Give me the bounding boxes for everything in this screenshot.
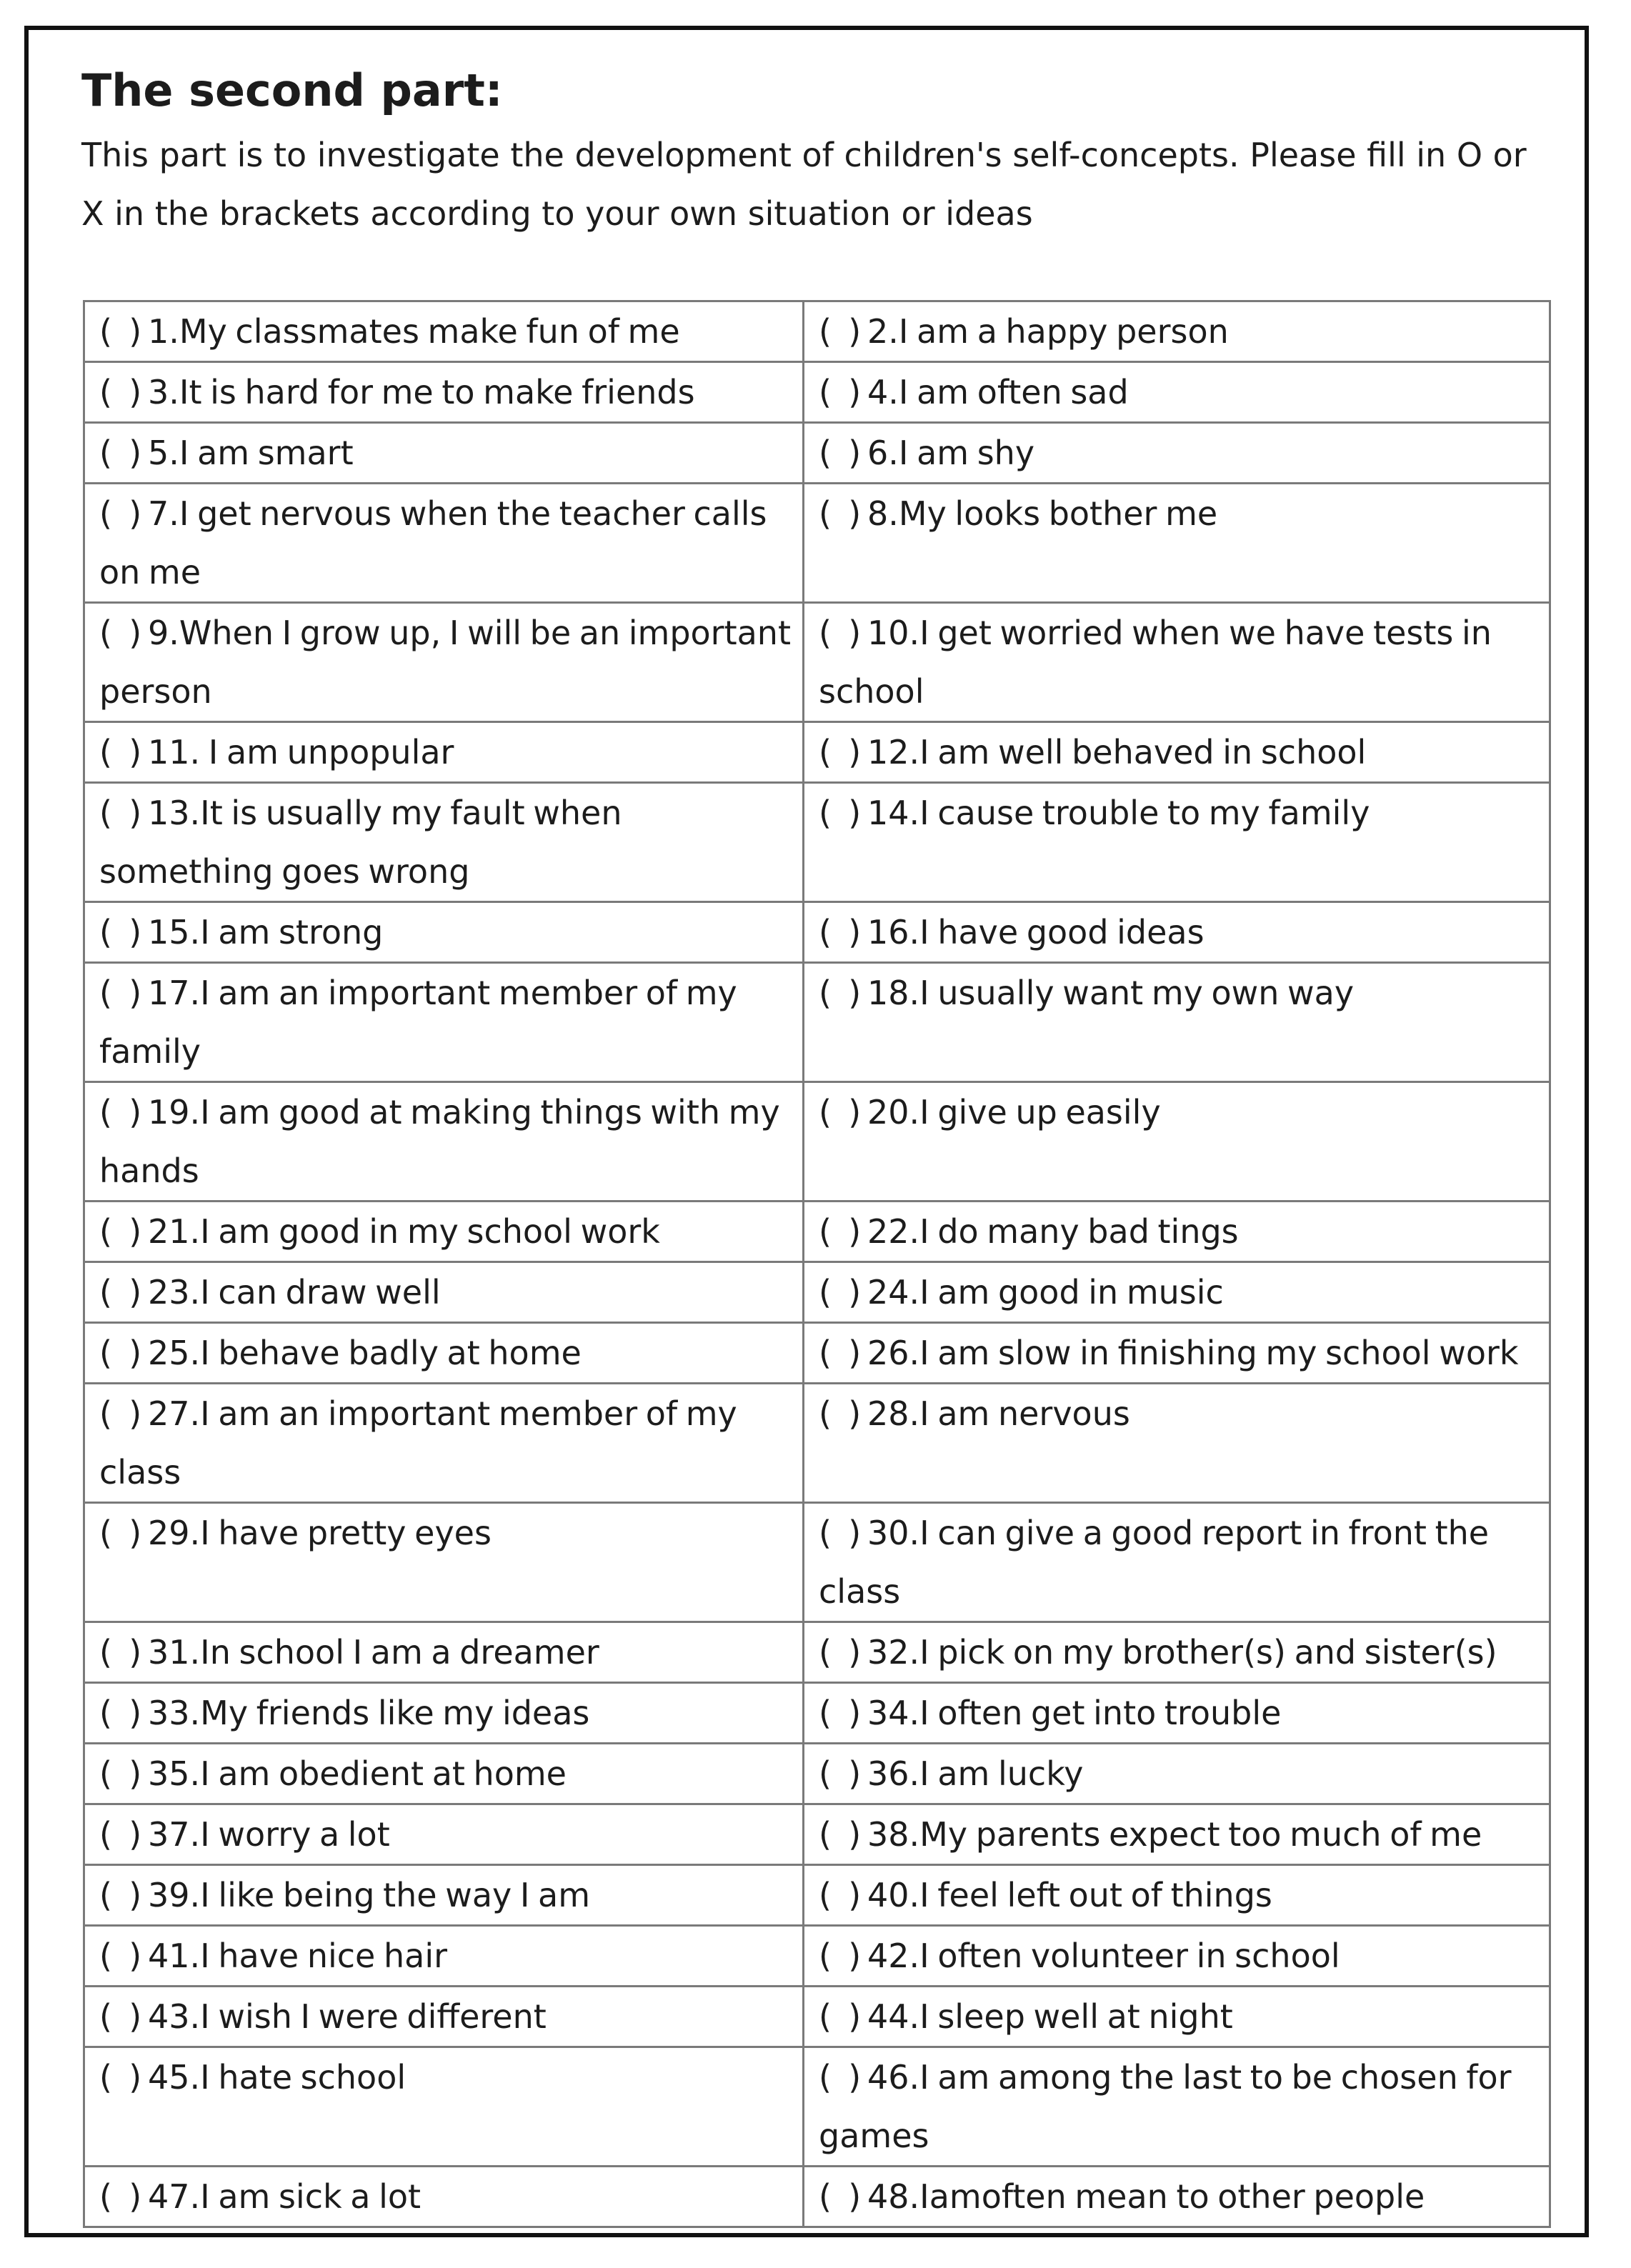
question-cell[interactable]: [84, 1926, 804, 1987]
question-text: 37.I worry a lot: [148, 1815, 390, 1854]
question-cell[interactable]: [804, 484, 1550, 603]
answer-bracket[interactable]: ( ): [99, 794, 142, 832]
question-text: 4.I am often sad: [867, 373, 1129, 411]
question-cell[interactable]: [84, 1503, 804, 1622]
table-row: [84, 1926, 1550, 1987]
question-text: 28.I am nervous: [867, 1394, 1130, 1433]
question-text: 9.When I grow up, I will be an important person: [99, 614, 791, 711]
question-text: 11. I am unpopular: [148, 733, 454, 771]
question-cell[interactable]: [804, 1384, 1550, 1503]
table-row: [84, 301, 1550, 362]
question-cell[interactable]: [804, 2167, 1550, 2227]
question-text: 40.I feel left out of things: [867, 1876, 1272, 1914]
question-cell[interactable]: [804, 722, 1550, 783]
answer-bracket[interactable]: ( ): [99, 312, 142, 351]
question-text: 16.I have good ideas: [867, 913, 1204, 951]
answer-bracket[interactable]: ( ): [819, 434, 862, 472]
question-text: 20.I give up easily: [867, 1093, 1161, 1131]
answer-bracket[interactable]: ( ): [99, 1273, 142, 1312]
question-text: 1.My classmates make fun of me: [148, 312, 680, 351]
question-cell[interactable]: [84, 1987, 804, 2047]
question-text: 15.I am strong: [148, 913, 384, 951]
question-text: 19.I am good at making things with my hands: [99, 1093, 780, 1190]
answer-bracket[interactable]: ( ): [819, 1694, 862, 1732]
question-text: 47.I am sick a lot: [148, 2177, 422, 2216]
question-text: 2.I am a happy person: [867, 312, 1229, 351]
question-text: 36.I am lucky: [867, 1754, 1084, 1793]
question-cell[interactable]: [804, 1503, 1550, 1622]
answer-bracket[interactable]: ( ): [819, 1997, 862, 2036]
table-row: [84, 963, 1550, 1082]
question-text: 6.I am shy: [867, 434, 1035, 472]
question-cell[interactable]: [84, 1202, 804, 1262]
question-cell[interactable]: [84, 1323, 804, 1384]
question-cell[interactable]: [84, 1622, 804, 1683]
answer-bracket[interactable]: ( ): [99, 1334, 142, 1372]
question-cell[interactable]: [804, 362, 1550, 423]
table-row: [84, 1804, 1550, 1865]
question-cell[interactable]: [804, 423, 1550, 484]
answer-bracket[interactable]: ( ): [819, 1394, 862, 1433]
answer-bracket[interactable]: ( ): [99, 494, 142, 533]
answer-bracket[interactable]: ( ): [99, 1815, 142, 1854]
table-row: [84, 902, 1550, 963]
table-row: [84, 783, 1550, 902]
answer-bracket[interactable]: ( ): [99, 1212, 142, 1251]
question-text: 31.In school I am a dreamer: [148, 1633, 599, 1672]
question-text: 14.I cause trouble to my family: [867, 794, 1370, 832]
question-text: 23.I can draw well: [148, 1273, 441, 1312]
question-cell[interactable]: [804, 1804, 1550, 1865]
answer-bracket[interactable]: ( ): [99, 434, 142, 472]
question-text: 33.My friends like my ideas: [148, 1694, 590, 1732]
question-text: 24.I am good in music: [867, 1273, 1224, 1312]
question-cell[interactable]: [84, 423, 804, 484]
question-text: 8.My looks bother me: [867, 494, 1218, 533]
question-cell[interactable]: [84, 1865, 804, 1926]
answer-bracket[interactable]: ( ): [99, 614, 142, 652]
question-text: 30.I can give a good report in front the class: [819, 1514, 1490, 1611]
answer-bracket[interactable]: ( ): [99, 373, 142, 411]
answer-bracket[interactable]: ( ): [99, 913, 142, 951]
question-text: 44.I sleep well at night: [867, 1997, 1233, 2036]
question-text: 29.I have pretty eyes: [148, 1514, 492, 1552]
question-text: 21.I am good in my school work: [148, 1212, 660, 1251]
question-cell[interactable]: [804, 2047, 1550, 2167]
question-cell[interactable]: [84, 484, 804, 603]
answer-bracket[interactable]: ( ): [99, 1876, 142, 1914]
question-cell[interactable]: [84, 902, 804, 963]
table-row: [84, 362, 1550, 423]
answer-bracket[interactable]: ( ): [99, 2177, 142, 2216]
answer-bracket[interactable]: ( ): [99, 1633, 142, 1672]
question-text: 45.I hate school: [148, 2058, 406, 2097]
question-text: 25.I behave badly at home: [148, 1334, 582, 1372]
table-row: [84, 1744, 1550, 1804]
question-cell[interactable]: [804, 1744, 1550, 1804]
question-cell[interactable]: [84, 1804, 804, 1865]
answer-bracket[interactable]: ( ): [99, 1093, 142, 1131]
question-cell[interactable]: [804, 1202, 1550, 1262]
answer-bracket[interactable]: ( ): [99, 1694, 142, 1732]
question-cell[interactable]: [804, 301, 1550, 362]
question-cell[interactable]: [84, 301, 804, 362]
question-text: 3.It is hard for me to make friends: [148, 373, 695, 411]
question-text: 22.I do many bad tings: [867, 1212, 1239, 1251]
answer-bracket[interactable]: ( ): [99, 2058, 142, 2097]
answer-bracket[interactable]: ( ): [819, 733, 862, 771]
question-text: 12.I am well behaved in school: [867, 733, 1367, 771]
question-cell[interactable]: [84, 963, 804, 1082]
question-text: 10.I get worried when we have tests in school: [819, 614, 1492, 711]
table-row: [84, 1323, 1550, 1384]
question-cell[interactable]: [804, 1082, 1550, 1202]
answer-bracket[interactable]: ( ): [99, 733, 142, 771]
question-cell[interactable]: [804, 902, 1550, 963]
answer-bracket[interactable]: ( ): [99, 1514, 142, 1552]
question-cell[interactable]: [804, 1622, 1550, 1683]
table-row: [84, 1987, 1550, 2047]
question-cell[interactable]: [804, 783, 1550, 902]
table-row: [84, 1622, 1550, 1683]
question-text: 48.Iamoften mean to other people: [867, 2177, 1425, 2216]
answer-bracket[interactable]: ( ): [819, 1212, 862, 1251]
answer-bracket[interactable]: ( ): [819, 1334, 862, 1372]
answer-bracket[interactable]: ( ): [819, 2058, 862, 2097]
question-cell[interactable]: [804, 1926, 1550, 1987]
question-cell[interactable]: [84, 1082, 804, 1202]
question-cell[interactable]: [804, 1323, 1550, 1384]
question-text: 34.I often get into trouble: [867, 1694, 1282, 1732]
question-text: 18.I usually want my own way: [867, 974, 1355, 1012]
answer-bracket[interactable]: ( ): [819, 1273, 862, 1312]
answer-bracket[interactable]: ( ): [99, 1754, 142, 1793]
answer-bracket[interactable]: ( ): [819, 1633, 862, 1672]
table-row: [84, 1202, 1550, 1262]
table-row: [84, 1865, 1550, 1926]
question-cell[interactable]: [84, 783, 804, 902]
table-row: [84, 2167, 1550, 2227]
question-text: 32.I pick on my brother(s) and sister(s): [867, 1633, 1497, 1672]
question-cell[interactable]: [804, 1683, 1550, 1744]
question-cell[interactable]: [84, 1262, 804, 1323]
table-row: [84, 1384, 1550, 1503]
answer-bracket[interactable]: ( ): [819, 1937, 862, 1975]
questionnaire-table: [83, 300, 1551, 2228]
answer-bracket[interactable]: ( ): [819, 794, 862, 832]
answer-bracket[interactable]: ( ): [819, 1514, 862, 1552]
question-cell[interactable]: [84, 1744, 804, 1804]
question-cell[interactable]: [84, 2167, 804, 2227]
question-text: 17.I am an important member of my family: [99, 974, 737, 1071]
question-cell[interactable]: [84, 362, 804, 423]
question-cell[interactable]: [84, 603, 804, 722]
answer-bracket[interactable]: ( ): [99, 1997, 142, 2036]
question-cell[interactable]: [84, 2047, 804, 2167]
table-row: [84, 1082, 1550, 1202]
section-intro: This part is to investigate the development of children's self-concepts. Please fill in O or X in the brackets according to your own situation or ideas: [81, 136, 1527, 233]
table-row: [84, 1683, 1550, 1744]
answer-bracket[interactable]: ( ): [99, 974, 142, 1012]
answer-bracket[interactable]: ( ): [99, 1394, 142, 1433]
answer-bracket[interactable]: ( ): [819, 1876, 862, 1914]
question-text: 26.I am slow in finishing my school work: [867, 1334, 1519, 1372]
answer-bracket[interactable]: ( ): [819, 1815, 862, 1854]
question-cell[interactable]: [84, 1384, 804, 1503]
question-text: 43.I wish I were different: [148, 1997, 547, 2036]
question-cell[interactable]: [804, 1987, 1550, 2047]
answer-bracket[interactable]: ( ): [819, 614, 862, 652]
question-text: 27.I am an important member of my class: [99, 1394, 737, 1492]
table-row: [84, 423, 1550, 484]
answer-bracket[interactable]: ( ): [819, 1754, 862, 1793]
question-text: 42.I often volunteer in school: [867, 1937, 1340, 1975]
question-cell[interactable]: [84, 1683, 804, 1744]
question-cell[interactable]: [804, 963, 1550, 1082]
answer-bracket[interactable]: ( ): [99, 1937, 142, 1975]
answer-bracket[interactable]: ( ): [819, 913, 862, 951]
question-cell[interactable]: [804, 1262, 1550, 1323]
question-text: 7.I get nervous when the teacher calls on me: [99, 494, 767, 591]
answer-bracket[interactable]: ( ): [819, 494, 862, 533]
answer-bracket[interactable]: ( ): [819, 974, 862, 1012]
question-text: 41.I have nice hair: [148, 1937, 448, 1975]
table-row: [84, 603, 1550, 722]
answer-bracket[interactable]: ( ): [819, 2177, 862, 2216]
question-text: 35.I am obedient at home: [148, 1754, 567, 1793]
table-row: [84, 1503, 1550, 1622]
table-row: [84, 1262, 1550, 1323]
question-cell[interactable]: [804, 603, 1550, 722]
question-cell[interactable]: [84, 722, 804, 783]
answer-bracket[interactable]: ( ): [819, 1093, 862, 1131]
question-text: 38.My parents expect too much of me: [867, 1815, 1482, 1854]
question-text: 13.It is usually my fault when something goes wrong: [99, 794, 622, 891]
section-title: The second part:: [81, 64, 503, 116]
answer-bracket[interactable]: ( ): [819, 373, 862, 411]
table-row: [84, 484, 1550, 603]
question-text: 5.I am smart: [148, 434, 354, 472]
table-row: [84, 722, 1550, 783]
table-row: [84, 2047, 1550, 2167]
question-text: 46.I am among the last to be chosen for games: [819, 2058, 1512, 2155]
question-cell[interactable]: [804, 1865, 1550, 1926]
answer-bracket[interactable]: ( ): [819, 312, 862, 351]
question-text: 39.I like being the way I am: [148, 1876, 591, 1914]
